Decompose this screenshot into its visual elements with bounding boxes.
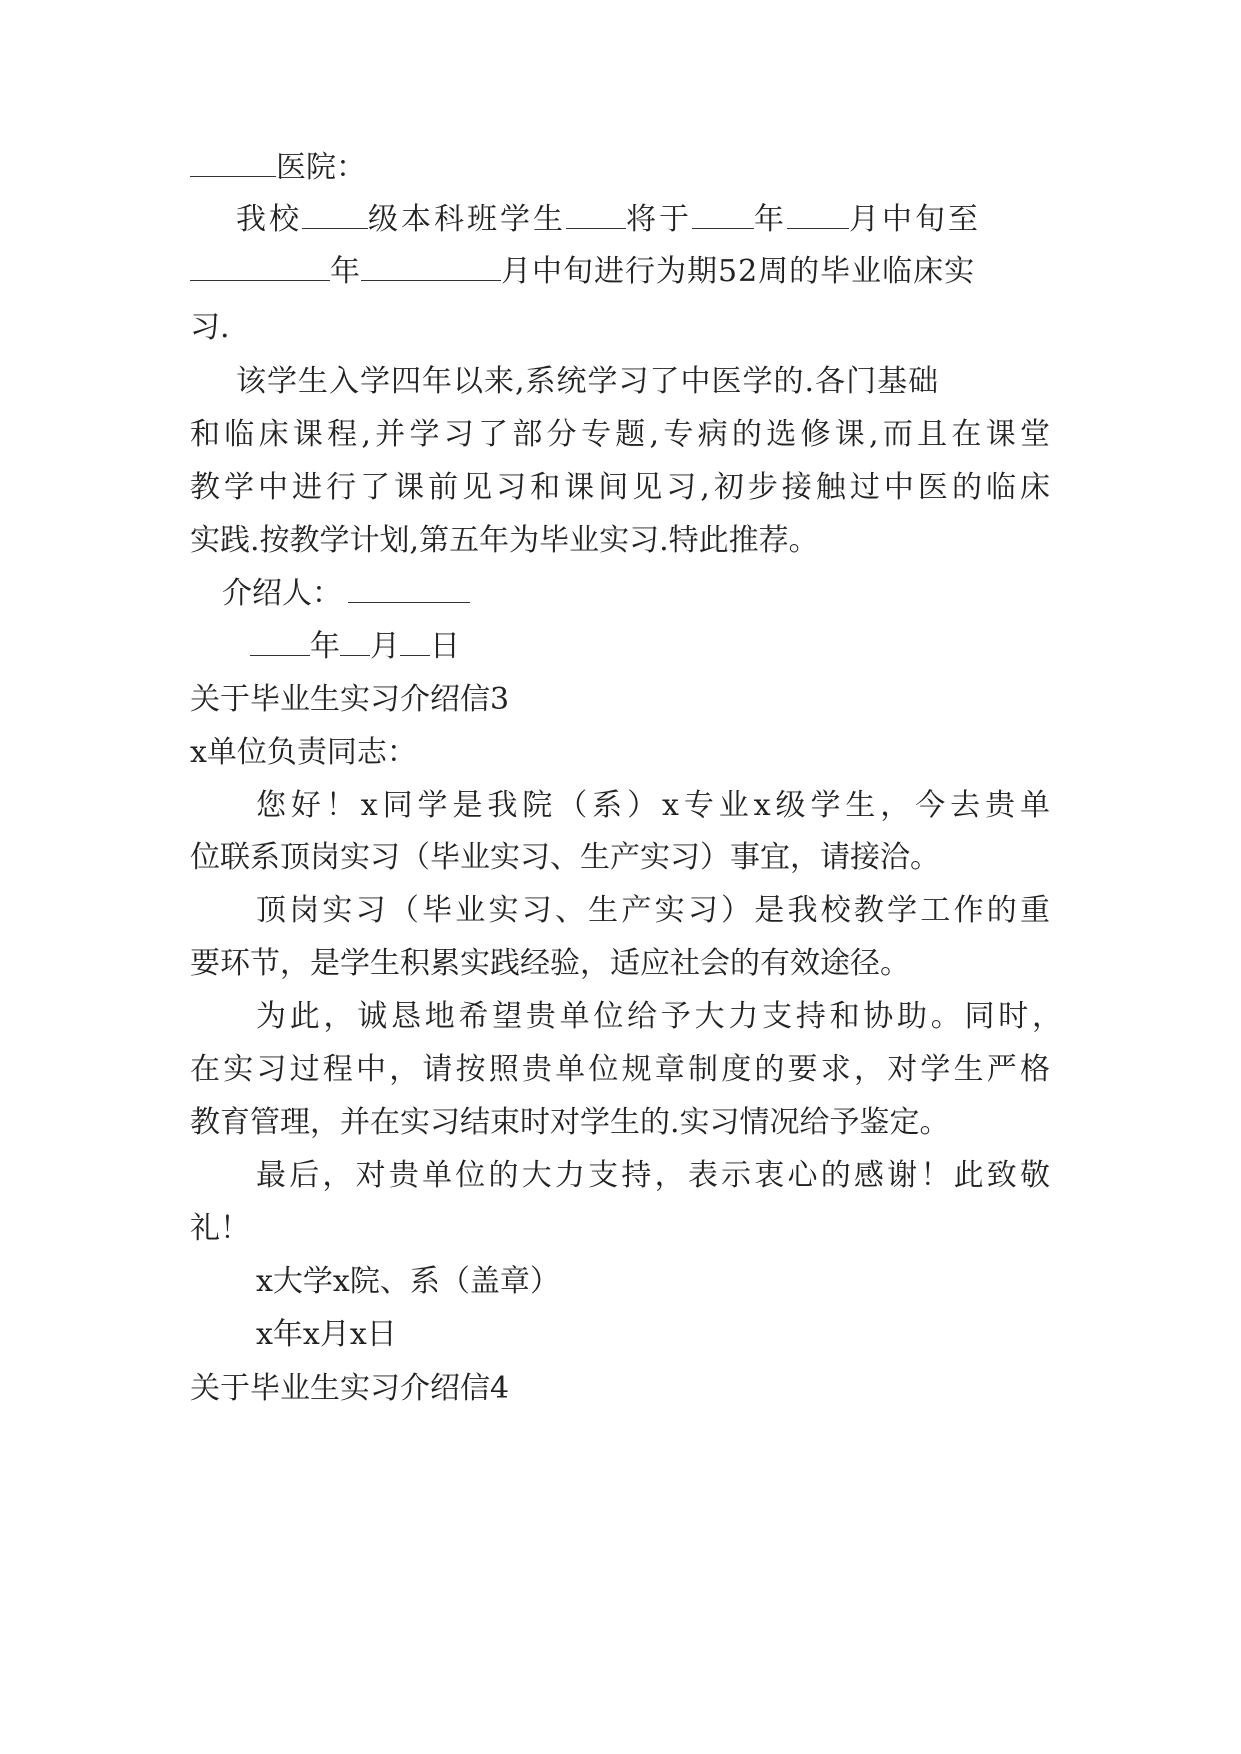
letter-3-line-1: 您好！x同学是我院（系）x专业x级学生，今去贵单 xyxy=(256,788,1050,823)
blank-date-day xyxy=(400,629,430,656)
letter-3-line-4: 要环节，是学生积累实践经验，适应社会的有效途径。 xyxy=(190,946,910,981)
letter-3-line-8: 最后，对贵单位的大力支持，表示衷心的感谢！此致敬 xyxy=(256,1158,1050,1193)
letter-3-line-2: 位联系顶岗实习（毕业实习、生产实习）事宜，请接洽。 xyxy=(190,840,940,875)
letter-3-heading: 关于毕业生实习介绍信3 xyxy=(190,682,510,717)
letter-3-line-7: 教育管理，并在实习结束时对学生的.实习情况给予鉴定。 xyxy=(190,1105,950,1140)
paragraph-2-line-4: 实践.按教学计划,第五年为毕业实习.特此推荐。 xyxy=(190,523,819,558)
blank-introducer xyxy=(348,576,470,603)
blank-date-month xyxy=(340,629,370,656)
paragraph-1-line-2: 年 月中旬进行为期52周的毕业临床实 xyxy=(190,252,975,292)
blank-grade xyxy=(302,202,368,229)
blank-end-month xyxy=(361,254,501,281)
blank-start-year xyxy=(692,202,754,229)
introducer-line: 介绍人： xyxy=(222,574,470,614)
paragraph-1-line-1: 我校 级本科班学生 将于 年 月中旬至 xyxy=(236,202,981,237)
blank-start-month xyxy=(787,202,849,229)
paragraph-2-line-2: 和临床课程,并学习了部分专题,专病的选修课,而且在课堂 xyxy=(190,417,1050,452)
letter-3-signature: x大学x院、系（盖章） xyxy=(256,1264,560,1299)
letter-3-line-9: 礼！ xyxy=(190,1211,250,1246)
paragraph-2-line-3: 教学中进行了课前见习和课间见习,初步接触过中医的临床 xyxy=(190,470,1050,505)
blank-date-year xyxy=(250,629,310,656)
letter-4-heading: 关于毕业生实习介绍信4 xyxy=(190,1371,510,1406)
blank-end-year xyxy=(190,254,330,281)
letter-3-line-5: 为此，诚恳地希望贵单位给予大力支持和协助。同时， xyxy=(256,999,1062,1034)
letter-3-line-3: 顶岗实习（毕业实习、生产实习）是我校教学工作的重 xyxy=(256,893,1050,928)
letter-3-salutation: x单位负责同志： xyxy=(190,735,417,770)
letter-3-date: x年x月x日 xyxy=(256,1317,397,1352)
blank-student-name xyxy=(566,202,626,229)
date-line-letter-2: 年 月 日 xyxy=(250,627,460,667)
salutation-hospital: 医院： xyxy=(190,148,366,188)
paragraph-1-line-3: 习. xyxy=(190,310,230,345)
letter-3-line-6: 在实习过程中，请按照贵单位规章制度的要求，对学生严格 xyxy=(190,1052,1050,1087)
paragraph-2-line-1: 该学生入学四年以来,系统学习了中医学的.各门基础 xyxy=(236,364,940,399)
blank-hospital-name xyxy=(190,150,276,177)
